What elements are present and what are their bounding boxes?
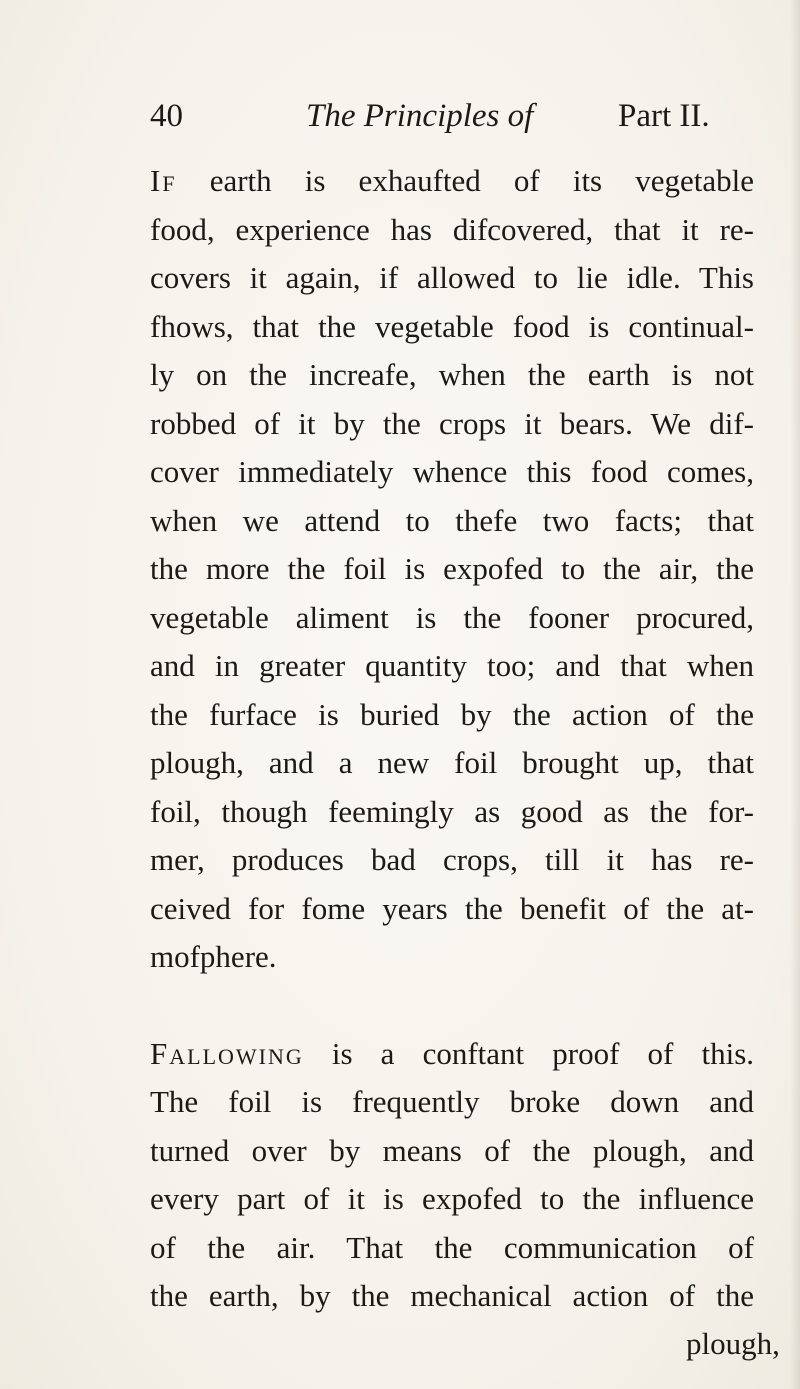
body-text	[150, 157, 754, 1321]
page-number: 40	[150, 98, 183, 134]
paragraph-gap	[150, 982, 754, 1030]
part-label: Part II.	[618, 98, 710, 134]
paragraph-1	[150, 157, 754, 982]
text-line: turned over by means of the plough, and	[150, 1132, 754, 1168]
lead-word: Fallowing	[150, 1035, 304, 1071]
text-line: when we attend to thefe two facts; that	[150, 502, 754, 538]
text-line: Fallowing is a conftant proof of this.	[150, 1035, 755, 1071]
text-line: fhows, that the vegetable food is continual-	[150, 308, 754, 344]
running-header	[150, 98, 750, 142]
text-line: robbed of it by the crops it bears. We dif-	[150, 405, 754, 441]
text-line: plough, and a new foil brought up, that	[150, 745, 754, 780]
text-line: the earth, by the mechanical action of the	[150, 1278, 754, 1313]
text-line: vegetable aliment is the fooner procured,	[150, 599, 754, 635]
text-line: The foil is frequently broke down and	[150, 1084, 754, 1119]
text-line: and in greater quantity too; and that when	[150, 648, 754, 683]
text-line: mofphere.	[150, 939, 277, 974]
text-line: cover immediately whence this food comes,	[150, 454, 754, 489]
text-line: food, experience has difcovered, that it re-	[150, 211, 754, 247]
text-line: ceived for fome years the benefit of the at-	[150, 890, 754, 926]
running-title: The Principles of	[306, 98, 534, 134]
text-line: every part of it is expofed to the influence	[150, 1181, 754, 1216]
lead-word: If	[150, 163, 177, 198]
catchword: plough,	[686, 1326, 780, 1361]
text-line: If earth is exhaufted of its vegetable	[150, 163, 754, 198]
text-line: foil, though feemingly as good as the for-	[150, 793, 754, 829]
paragraph-2	[150, 1030, 754, 1321]
text-line: the furface is buried by the action of the	[150, 696, 754, 732]
text-line: mer, produces bad crops, till it has re-	[150, 842, 754, 877]
text-line: ly on the increafe, when the earth is not	[150, 357, 754, 392]
text-line: of the air. That the communication of	[150, 1229, 754, 1265]
page-edge-shadow	[790, 0, 800, 1389]
text-line: the more the foil is expofed to the air, the	[150, 551, 754, 586]
text-line: covers it again, if allowed to lie idle. This	[150, 260, 754, 295]
